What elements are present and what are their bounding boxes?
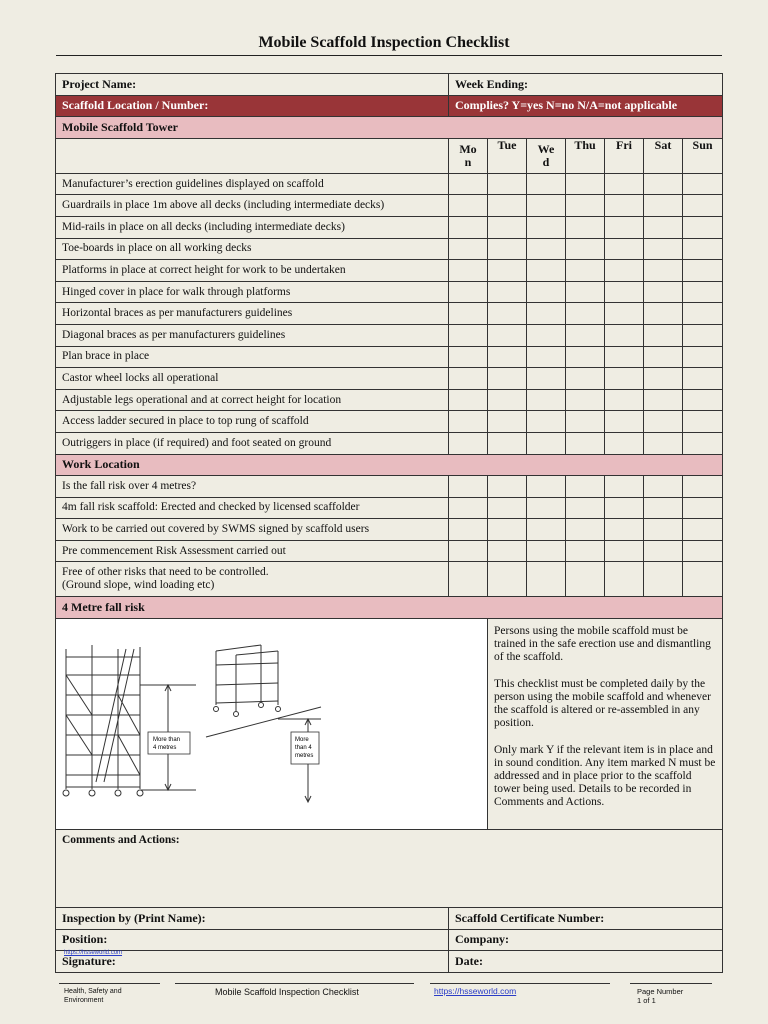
checklist-row [56,411,723,433]
instruction-paragraph: This checklist must be completed daily by the person using the mobile scaffold and whenever the scaffold is altered or re-assembled in any position. [494,678,711,730]
checklist-row [56,303,723,325]
day-wed: We d [527,138,566,173]
check-cell[interactable] [683,519,723,541]
item-label [56,562,449,597]
checklist-row [56,281,723,303]
check-cell[interactable] [644,195,683,217]
checklist-row [56,346,723,368]
check-cell[interactable] [683,281,723,303]
check-cell[interactable] [683,303,723,325]
footer-rule-3 [430,983,610,984]
check-cell[interactable] [449,216,488,238]
check-cell[interactable] [566,303,605,325]
check-cell[interactable] [644,540,683,562]
check-cell[interactable] [683,411,723,433]
check-cell[interactable] [449,195,488,217]
footer-page-label: Page Number [637,987,684,996]
check-cell[interactable] [527,432,566,454]
section-title: Mobile Scaffold Tower [56,117,723,139]
check-cell[interactable] [605,216,644,238]
section-title: 4 Metre fall risk [56,597,723,619]
check-cell[interactable] [449,238,488,260]
item-label: Mid-rails in place on all decks (including intermediate decks) [56,216,449,238]
check-cell[interactable] [449,476,488,498]
check-cell[interactable] [605,281,644,303]
label-left-2: 4 metres [153,745,177,752]
check-cell[interactable] [644,519,683,541]
check-cell[interactable] [644,562,683,597]
check-cell[interactable] [527,260,566,282]
check-cell[interactable] [488,346,527,368]
check-cell[interactable] [449,324,488,346]
small-link[interactable]: https://hsseworld.com [64,950,123,956]
check-cell[interactable] [644,173,683,195]
signature-field[interactable]: Signature: [56,951,449,973]
check-cell[interactable] [527,324,566,346]
check-cell[interactable] [683,346,723,368]
location-row [56,95,723,117]
check-cell[interactable] [449,368,488,390]
day-header-row [56,138,723,173]
checklist-row [56,389,723,411]
footer-rule-4 [630,983,712,984]
check-cell[interactable] [527,346,566,368]
check-cell[interactable] [683,216,723,238]
check-cell[interactable] [605,324,644,346]
check-cell[interactable] [683,195,723,217]
check-cell[interactable] [605,411,644,433]
check-cell[interactable] [449,303,488,325]
item-label: 4m fall risk scaffold: Erected and checked by licensed scaffolder [56,497,449,519]
project-row [56,74,723,96]
checklist-table [55,73,723,973]
date-field[interactable]: Date: [449,951,723,973]
day-fri: Fri [605,138,644,173]
check-cell[interactable] [488,476,527,498]
check-cell[interactable] [566,324,605,346]
check-cell[interactable] [566,540,605,562]
item-label-line: Free of other risks that need to be controlled. [62,566,269,579]
check-cell[interactable] [566,476,605,498]
item-label: Adjustable legs operational and at correct height for location [56,389,449,411]
section-header [56,454,723,476]
instructions-text [488,619,723,830]
check-cell[interactable] [449,432,488,454]
footer-link[interactable]: https://hsseworld.com [434,986,517,996]
check-cell[interactable] [683,389,723,411]
check-cell[interactable] [527,281,566,303]
company-field[interactable]: Company: [449,929,723,951]
item-label: Horizontal braces as per manufacturers guidelines [56,303,449,325]
checklist-row [56,497,723,519]
check-cell[interactable] [449,260,488,282]
check-cell[interactable] [488,389,527,411]
check-cell[interactable] [566,281,605,303]
check-cell[interactable] [488,260,527,282]
check-cell[interactable] [449,497,488,519]
check-cell[interactable] [644,238,683,260]
check-cell[interactable] [527,173,566,195]
item-label: Outriggers in place (if required) and foot seated on ground [56,432,449,454]
check-cell[interactable] [605,368,644,390]
check-cell[interactable] [644,432,683,454]
check-cell[interactable] [605,173,644,195]
check-cell[interactable] [488,562,527,597]
check-cell[interactable] [527,238,566,260]
check-cell[interactable] [605,346,644,368]
check-cell[interactable] [527,497,566,519]
check-cell[interactable] [488,324,527,346]
check-cell[interactable] [566,411,605,433]
footer-rule-1 [59,983,160,984]
check-cell[interactable] [527,540,566,562]
check-cell[interactable] [449,519,488,541]
check-cell[interactable] [605,519,644,541]
scaffold-drawing [56,637,326,807]
comments-field[interactable]: Comments and Actions: [56,830,723,908]
check-cell[interactable] [527,216,566,238]
item-label: Guardrails in place 1m above all decks (including intermediate decks) [56,195,449,217]
section-header [56,597,723,619]
check-cell[interactable] [488,195,527,217]
check-cell[interactable] [566,173,605,195]
check-cell[interactable] [527,195,566,217]
footer-doc-title: Mobile Scaffold Inspection Checklist [215,987,359,997]
project-name-field[interactable]: Project Name: [56,74,449,96]
scaffold-location-field[interactable]: Scaffold Location / Number: [56,95,449,117]
checklist-row [56,195,723,217]
footer-org [64,987,122,1005]
day-mon: Mo n [449,138,488,173]
complies-legend: Complies? Y=yes N=no N/A=not applicable [449,95,723,117]
check-cell[interactable] [605,303,644,325]
day-tue: Tue [488,138,527,173]
fall-risk-info-row [56,619,723,830]
check-cell[interactable] [488,173,527,195]
check-cell[interactable] [605,476,644,498]
check-cell[interactable] [683,368,723,390]
check-cell[interactable] [449,540,488,562]
checklist-row [56,368,723,390]
section-title: Work Location [56,454,723,476]
scaffold-illustration [56,619,488,830]
checklist-row [56,519,723,541]
certificate-number-field[interactable]: Scaffold Certificate Number: [449,908,723,930]
check-cell[interactable] [488,368,527,390]
position-field[interactable]: Position: [56,929,449,951]
item-label: Plan brace in place [56,346,449,368]
check-cell[interactable] [683,238,723,260]
check-cell[interactable] [527,389,566,411]
check-cell[interactable] [488,519,527,541]
inspection-by-field[interactable]: Inspection by (Print Name): [56,908,449,930]
check-cell[interactable] [683,260,723,282]
check-cell[interactable] [644,346,683,368]
signoff-row [56,951,723,973]
title-underline [56,55,722,56]
item-label-line: (Ground slope, wind loading etc) [62,579,215,592]
check-cell[interactable] [644,260,683,282]
check-cell[interactable] [605,432,644,454]
item-label: Manufacturer’s erection guidelines displayed on scaffold [56,173,449,195]
check-cell[interactable] [683,432,723,454]
day-thu: Thu [566,138,605,173]
item-label: Work to be carried out covered by SWMS signed by scaffold users [56,519,449,541]
checklist-row [56,173,723,195]
check-cell[interactable] [449,411,488,433]
check-cell[interactable] [683,562,723,597]
footer-page-value: 1 of 1 [637,996,656,1005]
check-cell[interactable] [488,540,527,562]
checklist-row [56,216,723,238]
check-cell[interactable] [449,281,488,303]
item-label: Pre commencement Risk Assessment carried out [56,540,449,562]
check-cell[interactable] [644,281,683,303]
footer-rule-2 [175,983,414,984]
check-cell[interactable] [566,368,605,390]
check-cell[interactable] [527,411,566,433]
check-cell[interactable] [566,432,605,454]
check-cell[interactable] [644,497,683,519]
check-cell[interactable] [566,519,605,541]
checklist-row [56,432,723,454]
check-cell[interactable] [644,324,683,346]
label-right-2: than 4 [295,745,312,752]
check-cell[interactable] [683,497,723,519]
check-cell[interactable] [488,303,527,325]
section-header-tower [56,117,723,139]
check-cell[interactable] [566,346,605,368]
check-cell[interactable] [449,562,488,597]
check-cell[interactable] [566,216,605,238]
label-left-1: More than [153,737,181,744]
check-cell[interactable] [644,476,683,498]
check-cell[interactable] [605,195,644,217]
label-right-1: More [295,737,309,744]
blank-header-cell [56,138,449,173]
check-cell[interactable] [449,346,488,368]
check-cell[interactable] [449,173,488,195]
check-cell[interactable] [527,303,566,325]
check-cell[interactable] [683,540,723,562]
check-cell[interactable] [644,411,683,433]
check-cell[interactable] [605,540,644,562]
footer-org-line1: Health, Safety and [64,988,122,995]
check-cell[interactable] [488,497,527,519]
check-cell[interactable] [449,389,488,411]
check-cell[interactable] [488,216,527,238]
signoff-row [56,929,723,951]
item-label: Castor wheel locks all operational [56,368,449,390]
item-label: Access ladder secured in place to top rung of scaffold [56,411,449,433]
check-cell[interactable] [683,476,723,498]
checklist-row [56,562,723,597]
checklist-row [56,238,723,260]
check-cell[interactable] [527,476,566,498]
check-cell[interactable] [488,411,527,433]
check-cell[interactable] [683,173,723,195]
label-right-3: metres [295,753,314,760]
day-sat: Sat [644,138,683,173]
check-cell[interactable] [488,238,527,260]
check-cell[interactable] [527,562,566,597]
check-cell[interactable] [644,303,683,325]
page-title: Mobile Scaffold Inspection Checklist [258,34,510,51]
item-label: Diagonal braces as per manufacturers guidelines [56,324,449,346]
signoff-row [56,908,723,930]
footer-org-line2: Environment [64,997,104,1004]
check-cell[interactable] [527,368,566,390]
item-label: Is the fall risk over 4 metres? [56,476,449,498]
check-cell[interactable] [605,562,644,597]
check-cell[interactable] [566,238,605,260]
check-cell[interactable] [644,216,683,238]
item-label: Toe-boards in place on all working decks [56,238,449,260]
check-cell[interactable] [566,260,605,282]
item-label: Hinged cover in place for walk through platforms [56,281,449,303]
check-cell[interactable] [566,562,605,597]
check-cell[interactable] [605,238,644,260]
check-cell[interactable] [488,432,527,454]
checklist-row [56,540,723,562]
footer-page [637,987,683,1005]
comments-row [56,830,723,908]
week-ending-field[interactable]: Week Ending: [449,74,723,96]
check-cell[interactable] [488,281,527,303]
check-cell[interactable] [605,497,644,519]
check-cell[interactable] [683,324,723,346]
instruction-paragraph: Persons using the mobile scaffold must be trained in the safe erection use and dismantling of the scaffold. [494,625,711,664]
checklist-row [56,260,723,282]
check-cell[interactable] [527,519,566,541]
check-cell[interactable] [605,389,644,411]
checklist-row [56,324,723,346]
check-cell[interactable] [644,368,683,390]
check-cell[interactable] [605,260,644,282]
check-cell[interactable] [566,389,605,411]
item-label: Platforms in place at correct height for work to be undertaken [56,260,449,282]
instruction-paragraph: Only mark Y if the relevant item is in place and in sound condition. Any item marked N must be addressed and in place prior to the scaffold tower being used. Details to be recorded in Comments and Actions. [494,744,716,809]
check-cell[interactable] [644,389,683,411]
check-cell[interactable] [566,497,605,519]
day-sun: Sun [683,138,723,173]
check-cell[interactable] [566,195,605,217]
checklist-row [56,476,723,498]
